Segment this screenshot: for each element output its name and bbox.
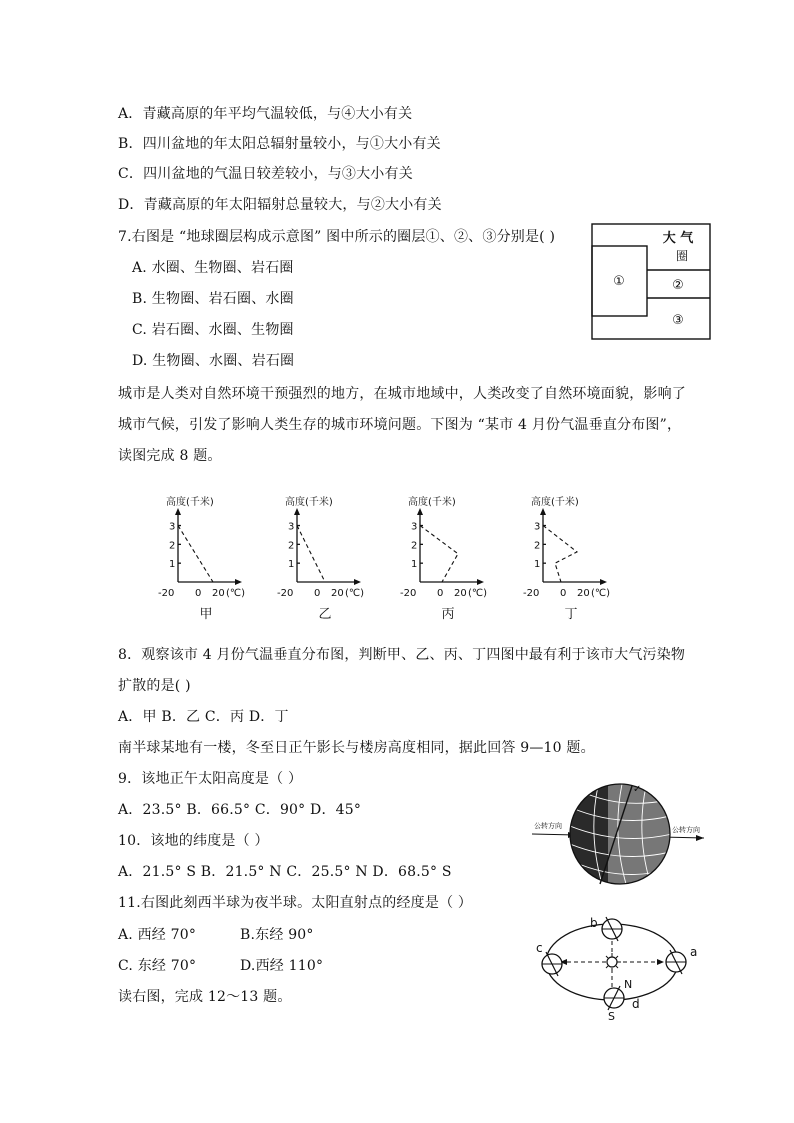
chart-xtick-label: 20	[577, 588, 590, 599]
q11-stem: 11.右图此刻西半球为夜半球。太阳直射点的经度是（ ）	[118, 895, 473, 911]
north-pole-icon: ✓	[633, 784, 642, 795]
chart-series-line	[543, 526, 577, 583]
earth-spheres-diagram	[590, 222, 714, 342]
q6-option-c: C．四川盆地的气温日较差较小，与③大小有关	[118, 166, 413, 182]
globe-label-left: 公转方向	[534, 822, 562, 830]
chart-series-line	[420, 526, 458, 583]
chart-ytick-label: 3	[288, 521, 295, 533]
orbit-label-s: S	[608, 1010, 615, 1023]
sphere-label-3: ③	[672, 313, 684, 328]
sun-icon	[603, 953, 621, 971]
chart-ylabel: 高度(千米)	[166, 497, 214, 508]
chart-ytick-label: 1	[411, 559, 418, 571]
q10-options: A．21.5° S B．21.5° N C．25.5° N D．68.5° S	[118, 864, 452, 880]
chart-y-arrow	[417, 508, 423, 515]
q11-option-a: A. 西经 70°	[118, 927, 197, 943]
chart-y-arrow	[540, 508, 546, 515]
chart-xtick-label: -20	[277, 588, 294, 599]
chart-title: 乙	[318, 607, 332, 622]
q10-stem: 10．该地的纬度是（ ）	[118, 833, 269, 849]
q7-option-a: A. 水圈、生物圈、岩石圈	[132, 260, 294, 276]
chart-ytick-label: 1	[288, 559, 295, 571]
chart-xtick-label: 0	[437, 588, 444, 599]
chart-xtick-label: 0	[195, 588, 202, 599]
chart-x-arrow	[477, 579, 484, 585]
q7-option-b: B. 生物圈、岩石圈、水圈	[132, 291, 294, 307]
chart-xtick-label: 0	[560, 588, 567, 599]
closing-line: 读右图，完成 12～13 题。	[118, 989, 292, 1005]
q6-option-a: A．青藏高原的年平均气温较低，与④大小有关	[118, 106, 413, 122]
chart-ytick-label: 3	[534, 521, 541, 533]
q8-line1: 8．观察该市 4 月份气温垂直分布图，判断甲、乙、丙、丁四图中最有利于该市大气污染物	[118, 647, 686, 663]
sphere-label-1: ①	[613, 274, 625, 289]
chart-x-arrow	[600, 579, 607, 585]
chart-xtick-label: -20	[158, 588, 175, 599]
chart-ylabel: 高度(千米)	[531, 497, 579, 508]
q9-stem: 9．该地正午太阳高度是（ ）	[118, 771, 303, 787]
chart-xlabel: (℃)	[468, 588, 488, 599]
q11-option-c: C. 东经 70°	[118, 958, 197, 974]
orbit-label-c: c	[536, 941, 543, 955]
passage2: 南半球某地有一楼，冬至日正午影长与楼房高度相同，据此回答 9—10 题。	[118, 740, 595, 756]
chart-ytick-label: 3	[169, 521, 176, 533]
atmosphere-label-1: 大 气	[662, 231, 694, 246]
chart-x-arrow	[235, 579, 242, 585]
chart-ytick-label: 1	[169, 559, 176, 571]
earth-orbit-diagram	[530, 912, 710, 1024]
earth-position-b-icon	[602, 917, 622, 941]
q11-option-d: D.西经 110°	[240, 958, 324, 974]
chart-xlabel: (℃)	[226, 588, 246, 599]
earth-position-a-icon	[666, 950, 686, 974]
sphere-label-2: ②	[672, 278, 684, 293]
chart-xtick-label: 20	[331, 588, 344, 599]
q8-line2: 扩散的是( )	[118, 678, 191, 694]
chart-xtick-label: -20	[523, 588, 540, 599]
passage1-line2: 城市气候，引发了影响人类生存的城市环境问题。下图为 “某市 4 月份气温垂直分布图”，	[118, 417, 682, 433]
chart-title: 甲	[199, 607, 213, 622]
chart-title: 丁	[564, 607, 578, 622]
orbit-label-b: b	[590, 916, 598, 930]
chart-ylabel: 高度(千米)	[285, 497, 333, 508]
earth-position-d-icon	[604, 986, 624, 1010]
passage1-line3: 读图完成 8 题。	[118, 448, 222, 464]
chart-xlabel: (℃)	[591, 588, 611, 599]
orbit-label-a: a	[690, 945, 698, 959]
orbit-label-d: d	[632, 997, 640, 1011]
chart-series-line	[178, 526, 213, 583]
temperature-profile-charts	[160, 498, 650, 628]
q7-option-d: D. 生物圈、水圈、岩石圈	[132, 353, 295, 369]
chart-y-arrow	[175, 508, 181, 515]
chart-xtick-label: 20	[454, 588, 467, 599]
chart-ytick-label: 3	[411, 521, 418, 533]
q8-options: A．甲 B．乙 C．丙 D．丁	[118, 709, 289, 725]
chart-y-arrow	[294, 508, 300, 515]
q7-stem: 7.右图是 “地球圈层构成示意图” 图中所示的圈层①、②、③分别是( )	[118, 229, 556, 245]
q7-option-c: C. 岩石圈、水圈、生物圈	[132, 322, 294, 338]
globe-diagram	[528, 780, 708, 890]
chart-ytick-label: 1	[534, 559, 541, 571]
passage1-line1: 城市是人类对自然环境干预强烈的地方，在城市地域中，人类改变了自然环境面貌，影响了	[118, 386, 686, 402]
chart-xtick-label: 20	[212, 588, 225, 599]
chart-xtick-label: 0	[314, 588, 321, 599]
q6-option-b: B．四川盆地的年太阳总辐射量较小，与①大小有关	[118, 136, 441, 152]
earth-position-c-icon	[542, 952, 562, 976]
orbit-label-n: N	[624, 978, 633, 991]
q6-option-d: D．青藏高原的年太阳辐射总量较大，与②大小有关	[118, 197, 442, 213]
chart-x-arrow	[354, 579, 361, 585]
globe-label-right: 公转方向	[672, 826, 700, 834]
q11-option-b: B.东经 90°	[240, 927, 314, 943]
chart-title: 丙	[441, 607, 455, 622]
chart-xlabel: (℃)	[345, 588, 365, 599]
chart-ytick-label: 2	[534, 540, 541, 552]
chart-ytick-label: 2	[288, 540, 295, 552]
q9-options: A．23.5° B．66.5° C．90° D．45°	[118, 802, 362, 818]
chart-ylabel: 高度(千米)	[408, 497, 456, 508]
chart-ytick-label: 2	[411, 540, 418, 552]
chart-xtick-label: -20	[400, 588, 417, 599]
atmosphere-label-2: 圈	[675, 249, 689, 263]
chart-ytick-label: 2	[169, 540, 176, 552]
chart-series-line	[297, 526, 325, 583]
